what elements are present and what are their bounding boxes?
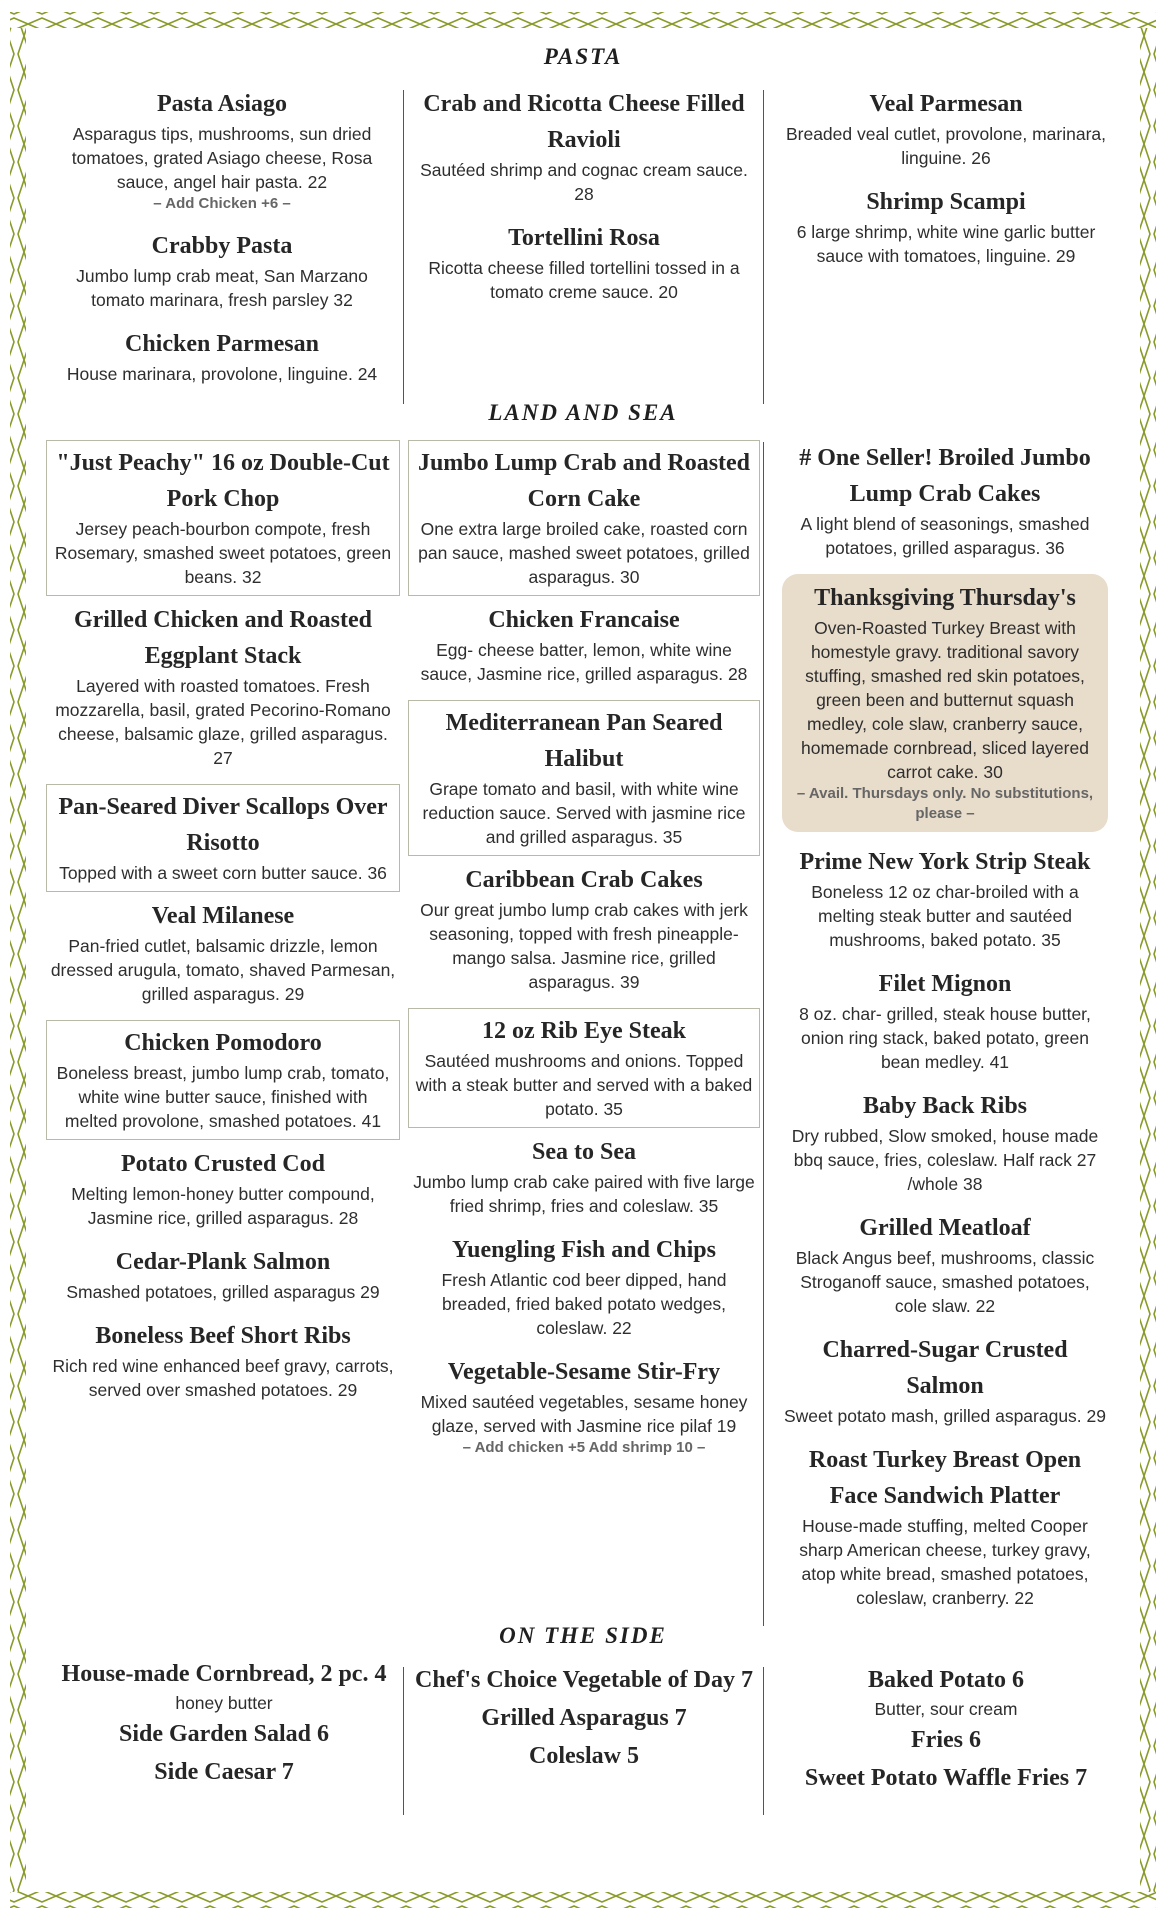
menu-item [782,1088,1108,1196]
menu-item [414,220,754,304]
side-item-description: Butter, sour cream [874,1699,1018,1719]
menu-item-description: Dry rubbed, Slow smoked, house made bbq sauce, fries, coleslaw. Half rack 27 /whole 38 [791,1126,1099,1194]
sides-column-3 [778,1662,1114,1798]
side-item [414,1662,754,1698]
menu-item-name: Prime New York Strip Steak [799,849,1091,875]
side-item-name: Fries 6 [911,1727,981,1753]
menu-item-description: Fresh Atlantic cod beer dipped, hand breaded, fried baked potato wedges, coleslaw. 22 [441,1270,727,1338]
menu-item [46,602,400,770]
menu-item [778,86,1114,170]
menu-item-description: Layered with roasted tomatoes. Fresh mozzarella, basil, grated Pecorino-Romano cheese, balsamic glaze, grilled asparagus. 27 [55,676,391,768]
land-column-2 [408,440,760,1472]
menu-item-description: Our great jumbo lump crab cakes with jerk seasoning, topped with fresh pineapple-mango salsa. Jasmine rice, grilled asparagus. 39 [420,900,748,992]
menu-item-description: Grape tomato and basil, with white wine reduction sauce. Served with jasmine rice and grilled asparagus. 35 [422,779,746,847]
menu-item-description: Sautéed mushrooms and onions. Topped with a steak butter and served with a baked potato. 35 [415,1051,753,1119]
menu-item-name: Yuengling Fish and Chips [452,1237,716,1263]
side-item-name: Baked Potato 6 [868,1667,1024,1693]
menu-item-name: Chicken Pomodoro [124,1030,322,1056]
menu-item-name: Veal Milanese [151,903,295,929]
menu-item-note: – Add Chicken +6 – [153,195,291,212]
menu-item-description: Pan-fried cutlet, balsamic drizzle, lemon dressed arugula, tomato, shaved Parmesan, grilled asparagus. 29 [50,936,396,1004]
side-item-name: Coleslaw 5 [529,1743,639,1769]
menu-item-description: 6 large shrimp, white wine garlic butter sauce with tomatoes, linguine. 29 [796,222,1096,266]
menu-item-name: Boneless Beef Short Ribs [95,1323,351,1349]
section-title-on-the-side: ON THE SIDE [499,1623,667,1648]
side-item [414,1738,754,1774]
menu-item-description: Black Angus beef, mushrooms, classic Stroganoff sauce, smashed potatoes, cole slaw. 22 [795,1248,1095,1316]
menu-item-name: Vegetable-Sesame Stir-Fry [447,1359,721,1385]
menu-item-name: Pasta Asiago [156,91,287,117]
divider-line [763,442,764,1626]
side-item [778,1722,1114,1758]
menu-item-description: Topped with a sweet corn butter sauce. 36 [59,863,387,883]
menu-item-name: Chicken Parmesan [125,331,319,357]
menu-item-description: Jersey peach-bourbon compote, fresh Rosemary, smashed sweet potatoes, green beans. 32 [54,519,392,587]
side-item-name: Side Garden Salad 6 [118,1721,330,1747]
menu-item-note: – Add chicken +5 Add shrimp 10 – [462,1439,706,1456]
side-item-name: Grilled Asparagus 7 [481,1705,687,1731]
side-item [48,1656,400,1714]
menu-item-name: Crab and Ricotta Cheese Filled Ravioli [423,91,745,153]
divider-line [763,1667,764,1815]
menu-item [408,1354,760,1458]
menu-item [782,440,1108,560]
menu-item-description: Oven-Roasted Turkey Breast with homestyle gravy. traditional savory stuffing, smashed red skin potatoes, green been and butternut squash medley, cole slaw, cranberry sauce, homemade cornbread, sliced layered carrot cake. 30 [801,618,1089,782]
side-item [48,1754,400,1790]
menu-item-description: Sweet potato mash, grilled asparagus. 29 [784,1406,1106,1426]
menu-item-description: Melting lemon-honey butter compound, Jasmine rice, grilled asparagus. 28 [71,1184,375,1228]
menu-item-name: Crabby Pasta [151,233,293,259]
menu-item [408,862,760,994]
menu-item-name: Charred-Sugar Crusted Salmon [822,1337,1068,1399]
pasta-column-1 [48,86,396,400]
menu-item [408,700,760,856]
land-column-1 [46,440,400,1416]
menu-item [48,86,396,214]
menu-item-name: Shrimp Scampi [866,189,1026,215]
side-item-name: Sweet Potato Waffle Fries 7 [804,1765,1088,1791]
menu-item [46,784,400,892]
menu-item [782,1332,1108,1428]
side-item [778,1760,1114,1796]
land-column-3 [782,440,1108,1624]
menu-item-note: – Avail. Thursdays only. No substitutions, please – [796,785,1094,822]
menu-item-name: Potato Crusted Cod [121,1151,325,1177]
menu-item [46,1318,400,1402]
menu-item-name: "Just Peachy" 16 oz Double-Cut Pork Chop [56,450,390,512]
menu-item [408,1134,760,1218]
side-item-name: House-made Cornbread, 2 pc. 4 [61,1661,387,1687]
menu-item-description: House-made stuffing, melted Cooper sharp American cheese, turkey gravy, atop white bread, smashed potatoes, coleslaw, cranberry. 22 [799,1516,1091,1608]
menu-item [782,1442,1108,1610]
menu-item [782,844,1108,952]
sides-column-1 [48,1656,400,1792]
menu-item-description: Egg- cheese batter, lemon, white wine sauce, Jasmine rice, grilled asparagus. 28 [420,640,748,684]
menu-item-name: Roast Turkey Breast Open Face Sandwich Platter [808,1447,1082,1509]
menu-item-name: Caribbean Crab Cakes [465,867,703,893]
menu-item-name: Pan-Seared Diver Scallops Over Risotto [58,794,388,856]
section-title-pasta: PASTA [543,44,623,69]
side-item [778,1662,1114,1720]
menu-item-description: Smashed potatoes, grilled asparagus 29 [66,1282,380,1302]
menu-item [408,1008,760,1128]
menu-item-description: Jumbo lump crab meat, San Marzano tomato marinara, fresh parsley 32 [76,266,368,310]
divider-line [763,90,764,404]
menu-item [46,1146,400,1230]
menu-item-name: Jumbo Lump Crab and Roasted Corn Cake [417,450,751,512]
menu-item [46,898,400,1006]
divider-line [403,90,404,404]
pasta-column-2 [414,86,754,318]
menu-item [48,326,396,386]
side-item-description: honey butter [175,1693,273,1713]
menu-item-description: Mixed sautéed vegetables, sesame honey glaze, served with Jasmine rice pilaf 19 [420,1392,748,1436]
menu-item [408,1232,760,1340]
side-item-name: Side Caesar 7 [154,1759,294,1785]
menu-item [46,1020,400,1140]
menu-item-description: Breaded veal cutlet, provolone, marinara, linguine. 26 [785,124,1107,168]
menu-item [778,184,1114,268]
menu-item-name: Sea to Sea [532,1139,636,1165]
section-title-land-and-sea: LAND AND SEA [488,400,678,425]
menu-item-description: Jumbo lump crab cake paired with five large fried shrimp, fries and coleslaw. 35 [413,1172,755,1216]
menu-item [408,440,760,596]
divider-line [403,1667,404,1815]
menu-item [408,602,760,686]
pasta-column-3 [778,86,1114,282]
side-item [414,1700,754,1736]
menu-item-name: Tortellini Rosa [508,225,660,251]
menu-item-description: Boneless breast, jumbo lump crab, tomato, white wine butter sauce, finished with melted provolone, smashed potatoes. 41 [56,1063,390,1131]
menu-item-name: Grilled Chicken and Roasted Eggplant Stack [73,607,373,669]
menu-item-name: 12 oz Rib Eye Steak [482,1018,686,1044]
menu-item [782,966,1108,1074]
menu-item-description: A light blend of seasonings, smashed potatoes, grilled asparagus. 36 [800,514,1090,558]
menu-item-name: Cedar-Plank Salmon [115,1249,331,1275]
menu-item-name: Chicken Francaise [488,607,680,633]
special-menu-item [782,574,1108,832]
menu-item-name: Filet Mignon [878,971,1012,997]
side-item-name: Chef's Choice Vegetable of Day 7 [415,1667,753,1693]
sides-column-2 [414,1662,754,1776]
menu-item-name: Veal Parmesan [869,91,1023,117]
menu-item-name: Thanksgiving Thursday's [814,585,1076,611]
menu-item-description: Rich red wine enhanced beef gravy, carrots, served over smashed potatoes. 29 [52,1356,394,1400]
menu-item-description: Boneless 12 oz char-broiled with a melting steak butter and sautéed mushrooms, baked potato. 35 [811,882,1079,950]
menu-item-description: Asparagus tips, mushrooms, sun dried tomatoes, grated Asiago cheese, Rosa sauce, angel hair pasta. 22 [71,124,373,192]
menu-item-description: 8 oz. char- grilled, steak house butter, onion ring stack, baked potato, green bean medley. 41 [799,1004,1091,1072]
menu-item-description: Sautéed shrimp and cognac cream sauce. 28 [420,160,748,204]
side-item [48,1716,400,1752]
menu-item-name: Grilled Meatloaf [859,1215,1031,1241]
menu-item-description: House marinara, provolone, linguine. 24 [66,364,378,384]
menu-item-description: One extra large broiled cake, roasted corn pan sauce, mashed sweet potatoes, grilled asparagus. 30 [418,519,750,587]
menu-item-name: Mediterranean Pan Seared Halibut [445,710,723,772]
menu-item [46,440,400,596]
menu-item [414,86,754,206]
menu-item-name: # One Seller! Broiled Jumbo Lump Crab Cakes [799,445,1091,507]
menu-item [48,228,396,312]
menu-item [782,1210,1108,1318]
menu-item-description: Ricotta cheese filled tortellini tossed in a tomato creme sauce. 20 [428,258,740,302]
menu-item [46,1244,400,1304]
menu-item-name: Baby Back Ribs [862,1093,1028,1119]
